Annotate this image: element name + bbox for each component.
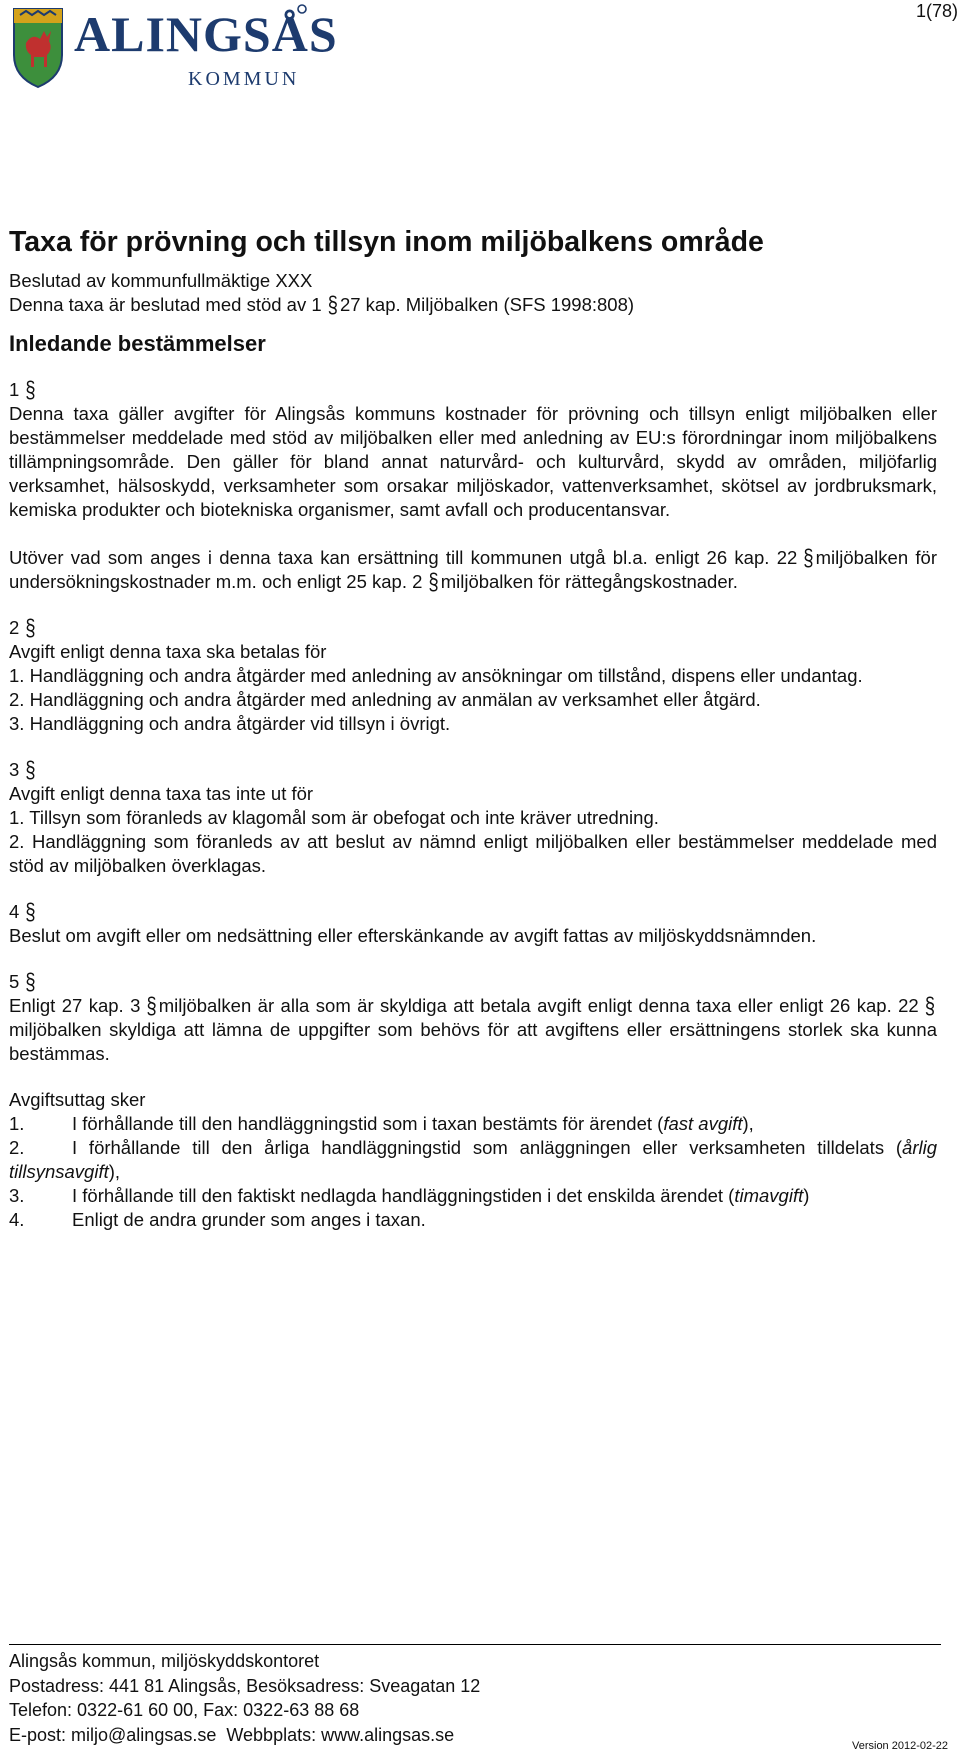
fee-method-item: 1. I förhållande till den handläggningstid som i taxan bestämts för ärendet (fast avgift),: [9, 1113, 754, 1134]
paragraph-3-item: 1. Tillsyn som föranleds av klagomål som är obefogat och inte kräver utredning.: [9, 807, 659, 828]
footer-email: E-post: miljo@alingsas.se: [9, 1724, 217, 1745]
paragraph-4-text: Beslut om avgift eller om nedsättning eller efterskänkande av avgift fattas av miljöskyddsnämnden.: [9, 925, 817, 946]
paragraph-3-number: 3 §: [9, 756, 36, 783]
fee-method-lead: Avgiftsuttag sker: [9, 1089, 146, 1110]
logo-org-sub: KOMMUN: [188, 68, 300, 90]
page-footer: [9, 1644, 941, 1747]
fee-method-item: 2. I förhållande till den årliga handläggningstid som anläggningen eller verksamheten tilldelats (årlig tillsynsavgift),: [9, 1137, 937, 1182]
footer-divider: [9, 1644, 941, 1645]
alingsas-kommun-logo: [10, 3, 390, 93]
decision-line: Beslutad av kommunfullmäktige XXX: [9, 270, 313, 291]
paragraph-1-costs: Utöver vad som anges i denna taxa kan ersättning till kommunen utgå bl.a. enligt 26 kap. 22 § miljöbalken för undersökningskostnader m.m. och enligt 25 kap. 2 § miljöbalken för rättegångskostnader.: [9, 544, 938, 595]
footer-org: Alingsås kommun, miljöskyddskontoret: [9, 1651, 320, 1671]
document-title: Taxa för prövning och tillsyn inom miljöbalkens område: [9, 226, 764, 258]
paragraph-2-item: 3. Handläggning och andra åtgärder vid tillsyn i övrigt.: [9, 713, 451, 734]
logo-org-name: ALINGSÅS: [74, 6, 338, 62]
legal-basis-line: Denna taxa är beslutad med stöd av 1 § 27 kap. Miljöbalken (SFS 1998:808): [9, 291, 635, 318]
paragraph-5-text: Enligt 27 kap. 3 § miljöbalken är alla som är skyldiga att betala avgift enligt denna taxa eller enligt 26 kap. 22 §miljöbalken skyldiga att lämna de uppgifter som behövs för att avgiftens eller ersättningens storlek ska kunna bestämmas.: [9, 992, 937, 1064]
document-body: [9, 225, 937, 1232]
paragraph-4-number: 4 §: [9, 898, 36, 925]
footer-web: Webbplats: www.alingsas.se: [226, 1724, 455, 1745]
paragraph-2-item: 2. Handläggning och andra åtgärder med anledning av anmälan av verksamhet eller åtgärd.: [9, 689, 761, 710]
section-heading: Inledande bestämmelser: [9, 331, 266, 356]
paragraph-2-item: 1. Handläggning och andra åtgärder med anledning av ansökningar om tillstånd, dispens eller undantag.: [9, 665, 863, 686]
paragraph-1-number: 1 §: [9, 376, 36, 403]
page-number: 1(78): [915, 1, 958, 21]
paragraph-5-number: 5 §: [9, 968, 36, 995]
paragraph-1-text: Denna taxa gäller avgifter för Alingsås kommuns kostnader för prövning och tillsyn enligt miljöbalken eller bestämmelser meddelade med stöd av miljöbalken eller med anledning av EU:s förordningar inom miljöbalkens tillämpningsområde. Den gäller för bland annat naturvård- och kulturvård, skydd av områden, miljöfarlig verksamhet, hälsoskydd, verksamheter som orsakar miljöskador, vattenverksamhet, skötsel av jordbruksmark, kemiska produkter och biotekniska organismer, samt avfall och producentansvar.: [9, 403, 937, 520]
fee-method-item: 4. Enligt de andra grunder som anges i taxan.: [9, 1209, 426, 1230]
paragraph-3-lead: Avgift enligt denna taxa tas inte ut för: [9, 783, 314, 804]
footer-phone: Telefon: 0322-61 60 00, Fax: 0322-63 88 68: [9, 1700, 360, 1720]
footer-contact: [9, 1723, 941, 1748]
version-label: Version 2012-02-22: [851, 1740, 948, 1752]
coat-of-arms-icon: [14, 9, 62, 87]
paragraph-3-item: 2. Handläggning som föranleds av att beslut av nämnd enligt miljöbalken eller bestämmelser meddelade med stöd av miljöbalken överklagas.: [9, 831, 937, 876]
paragraph-2-lead: Avgift enligt denna taxa ska betalas för: [9, 641, 327, 662]
footer-address: Postadress: 441 81 Alingsås, Besöksadress: Sveagatan 12: [9, 1675, 481, 1696]
paragraph-2-number: 2 §: [9, 614, 36, 641]
fee-method-item: 3. I förhållande till den faktiskt nedlagda handläggningstiden i det enskilda ärendet (timavgift): [9, 1185, 810, 1206]
